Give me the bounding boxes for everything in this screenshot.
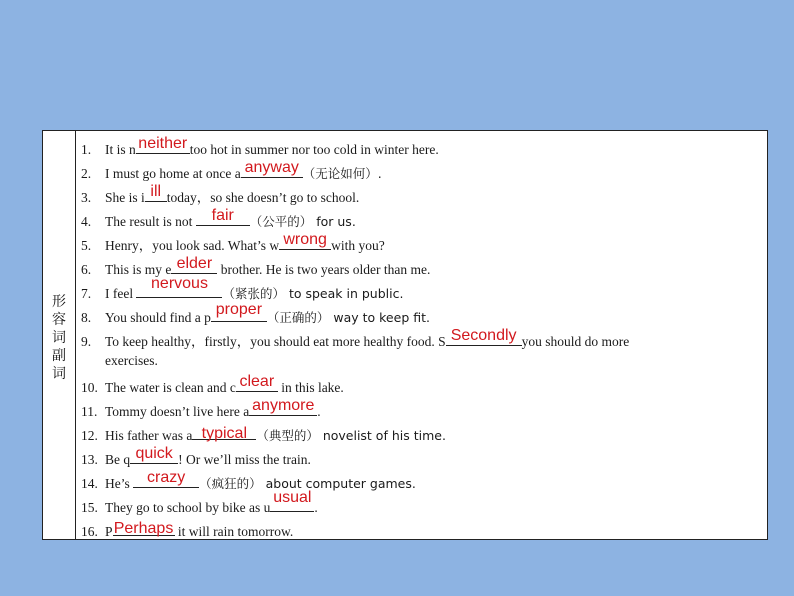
list-item	[81, 183, 360, 206]
answer-blank	[270, 489, 314, 512]
answer-text: nervous	[151, 275, 208, 292]
item-number: 14.	[81, 476, 98, 491]
answer-blank	[211, 301, 267, 322]
sentence-end: （疯狂的） about computer games.	[199, 476, 416, 491]
answer-blank	[279, 231, 331, 250]
list-item	[81, 489, 318, 516]
sentence-end: （典型的） novelist of his time.	[256, 428, 446, 443]
sentence-start: You should find a p	[105, 310, 211, 325]
list-item	[81, 275, 404, 302]
item-number: 13.	[81, 452, 98, 467]
answer-blank	[196, 207, 250, 226]
sentence-start: They go to school by bike as u	[105, 500, 271, 515]
sentence-start: His father was a	[105, 428, 193, 443]
list-item	[81, 521, 293, 540]
sentence-start: She is i	[105, 190, 145, 205]
answer-text: anyway	[244, 159, 299, 176]
sentence-end: （正确的） way to keep fit.	[266, 310, 430, 325]
answer-blank	[249, 397, 317, 416]
answer-blank	[241, 159, 303, 178]
sentence-start: Henry，you look sad. What’s w	[105, 238, 280, 253]
list-item	[81, 207, 356, 230]
sentence-end: today，so she doesn’t go to school.	[166, 190, 360, 205]
item-number: 9.	[81, 334, 92, 349]
item-number: 10.	[81, 380, 98, 395]
item-number: 12.	[81, 428, 98, 443]
sentence-end: too hot in summer nor too cold in winter here.	[189, 142, 439, 157]
answer-text: clear	[239, 373, 275, 390]
answer-blank	[192, 425, 256, 440]
category-column	[43, 131, 76, 539]
answer-text: crazy	[147, 469, 186, 486]
sentence-end: ! Or we’ll miss the train.	[178, 452, 311, 467]
item-number: 8.	[81, 310, 92, 325]
category-label: 形容词副词	[52, 294, 66, 382]
list-item	[81, 353, 158, 369]
sentence-start: The result is not	[105, 214, 196, 229]
worksheet-table	[42, 130, 768, 540]
list-item	[81, 425, 446, 444]
sentence-start: exercises.	[105, 353, 158, 368]
sentence-end: .	[314, 500, 318, 515]
answer-blank	[446, 327, 522, 346]
list-item	[81, 445, 311, 468]
list-item	[81, 231, 385, 254]
item-number: 4.	[81, 214, 92, 229]
list-item	[81, 135, 439, 158]
item-number: 5.	[81, 238, 92, 253]
answer-blank	[136, 275, 222, 298]
item-number: 16.	[81, 524, 98, 539]
sentence-end: in this lake.	[277, 380, 344, 395]
answer-text: neither	[138, 135, 188, 152]
sentence-end: （无论如何）.	[302, 166, 382, 181]
answer-text: ill	[150, 183, 162, 200]
sentence-start: I feel	[105, 286, 137, 301]
sentence-end: with you?	[331, 238, 385, 253]
sentence-start: P	[105, 524, 113, 539]
sentence-start: He’s	[105, 476, 134, 491]
item-number: 2.	[81, 166, 92, 181]
item-number: 11.	[81, 404, 98, 419]
sentence-end: brother. He is two years older than me.	[217, 262, 431, 277]
sentence-start: This is my e	[105, 262, 172, 277]
sentence-end: you should do more	[521, 334, 630, 349]
list-item	[81, 397, 321, 420]
item-number: 15.	[81, 500, 98, 515]
list-item	[81, 373, 344, 396]
answer-text: proper	[215, 301, 263, 318]
item-number: 6.	[81, 262, 92, 277]
answer-blank	[145, 183, 167, 202]
sentence-start: The water is clean and c	[105, 380, 236, 395]
answer-text: anymore	[252, 397, 315, 414]
answer-blank	[113, 521, 175, 536]
sentence-start: Tommy doesn’t live here a	[105, 404, 250, 419]
answer-blank	[236, 373, 278, 392]
item-number: 7.	[81, 286, 92, 301]
sentence-end: （公平的） for us.	[249, 214, 356, 229]
answer-blank	[130, 445, 178, 464]
answer-text: fair	[211, 207, 234, 224]
sentence-end: .	[317, 404, 321, 419]
sentence-start: It is n	[105, 142, 136, 157]
answer-blank	[133, 469, 199, 488]
sentence-start: Be q	[105, 452, 131, 467]
answer-text: usual	[273, 489, 312, 506]
list-item	[81, 159, 382, 182]
answer-blank	[171, 255, 217, 274]
list-item	[81, 327, 630, 350]
answer-text: Secondly	[450, 327, 517, 344]
answer-text: quick	[135, 445, 173, 462]
answer-text: Perhaps	[113, 520, 174, 537]
sentence-start: I must go home at once a	[105, 166, 241, 181]
answer-blank	[136, 135, 190, 154]
answer-text: elder	[176, 255, 213, 272]
sentence-start: To keep healthy，firstly，you should eat more healthy food. S	[105, 334, 446, 349]
list-item	[81, 301, 430, 326]
item-number: 1.	[81, 142, 92, 157]
item-number: 3.	[81, 190, 92, 205]
sentence-end: it will rain tomorrow.	[174, 524, 294, 539]
sentence-end: （紧张的） to speak in public.	[222, 286, 404, 301]
answer-text: typical	[201, 425, 248, 442]
answer-text: wrong	[283, 231, 327, 248]
list-item	[81, 469, 416, 492]
list-item	[81, 255, 431, 278]
